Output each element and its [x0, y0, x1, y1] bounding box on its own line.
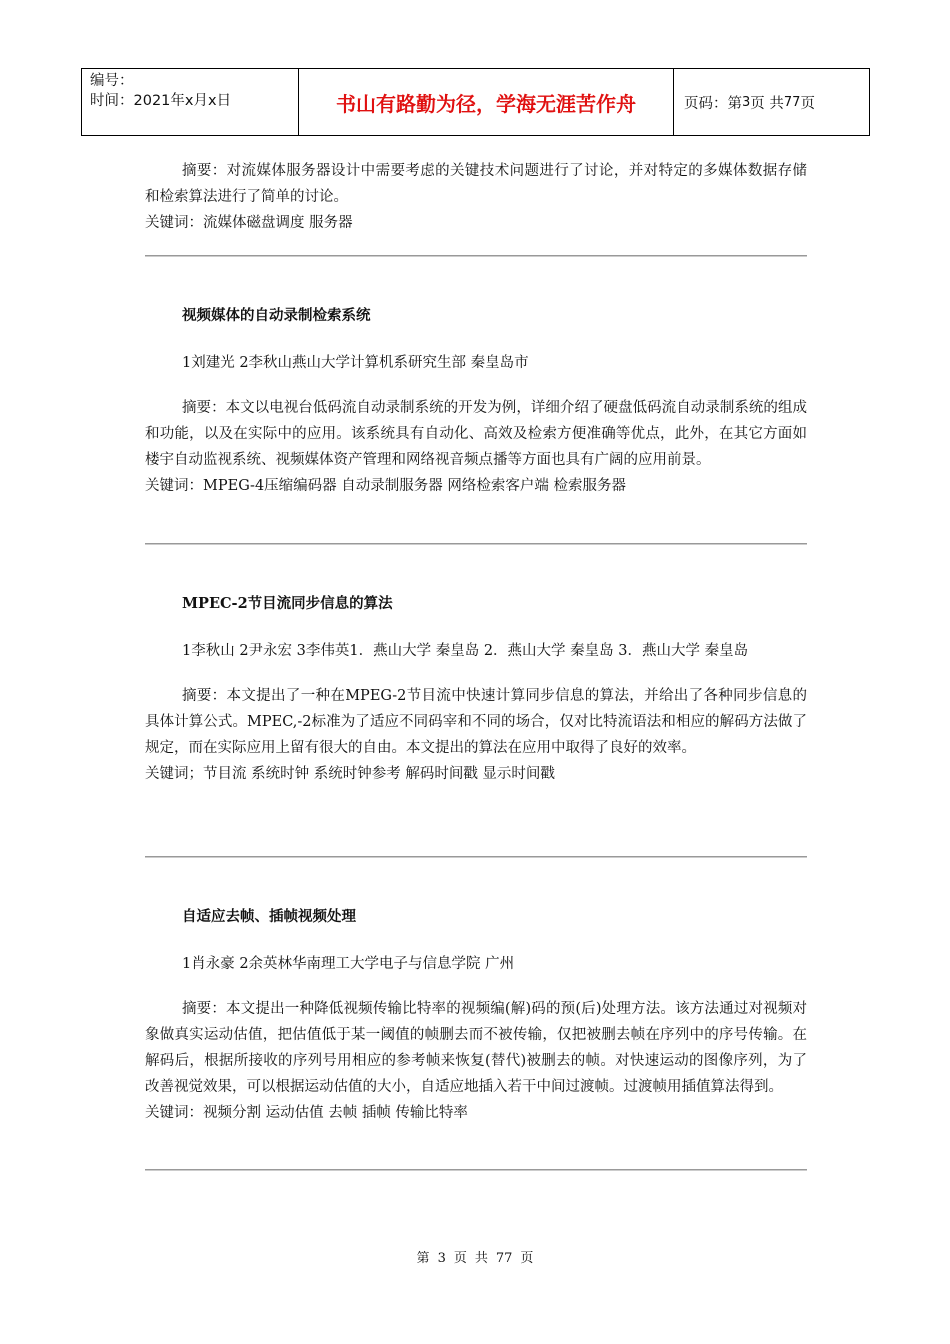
footer-di: 第 [416, 1251, 430, 1266]
entry-continued [145, 158, 807, 236]
entry-keywords: 关键词；节目流 系统时钟 系统时钟参考 解码时间戳 显示时间戳 [145, 766, 555, 782]
page-current: 3 [742, 94, 751, 110]
doc-date: 时间：2021年x月x日 [90, 93, 232, 109]
entry-authors: 1刘建光 2李秋山燕山大学计算机系研究生部 秦皇岛市 [182, 355, 529, 371]
entry-abstract: 摘要：本文以电视台低码流自动录制系统的开发为例，详细介绍了硬盘低码流自动录制系统的组成和功能，以及在实际中的应用。该系统具有自动化、高效及检索方便准确等优点，此外，在其它方面如楼宇自动监视系统、视频媒体资产管理和网络视音频点播等方面也具有广阔的应用前景。 [145, 400, 807, 468]
footer-gong: 共 [474, 1251, 488, 1266]
page-prefix: 页码：第 [684, 95, 742, 112]
page-suffix: 页 [800, 95, 815, 112]
entry-authors: 1李秋山 2尹永宏 3李伟英1．燕山大学 秦皇岛 2．燕山大学 秦皇岛 3．燕山大学 秦皇岛 [182, 643, 749, 659]
entry-1 [145, 306, 807, 499]
entry-keywords: 关键词：MPEG-4压缩编码器 自动录制服务器 网络检索客户端 检索服务器 [145, 478, 626, 494]
entry-abstract: 摘要：本文提出一种降低视频传输比特率的视频编(解)码的预(后)处理方法。该方法通过对视频对象做真实运动估值，把估值低于某一阈值的帧删去而不被传输，仅把被删去帧在序列中的序号传输。在解码后，根据所接收的序列号用相应的参考帧来恢复(替代)被删去的帧。对快速运动的图像序列，为了改善视觉效果，可以根据运动估值的大小，自适应地插入若干中间过渡帧。过渡帧用插值算法得到。 [145, 1001, 807, 1095]
footer-current: 3 [437, 1251, 446, 1266]
divider [145, 1169, 807, 1171]
entry-authors: 1肖永豪 2余英林华南理工大学电子与信息学院 广州 [182, 956, 515, 972]
entry-title: MPEC-2节目流同步信息的算法 [182, 595, 393, 612]
header-meta [82, 69, 299, 135]
divider [145, 543, 807, 545]
doc-code-label: 编号： [90, 73, 134, 89]
header-motto: 书山有路勤为径，学海无涯苦作舟 [299, 69, 674, 135]
page-footer [0, 1247, 950, 1266]
divider [145, 856, 807, 858]
entry-keywords: 关键词：流媒体磁盘调度 服务器 [145, 215, 353, 231]
page-total: 77 [783, 94, 801, 110]
divider [145, 255, 807, 257]
entry-abstract: 摘要：对流媒体服务器设计中需要考虑的关键技术问题进行了讨论，并对特定的多媒体数据存储 和检索算法进行了简单的讨论。 [145, 163, 807, 205]
entry-abstract: 摘要：本文提出了一种在MPEG-2节目流中快速计算同步信息的算法，并给出了各种同步信息的具体计算公式。MPEC,-2标准为了适应不同码宰和不同的场合，仅对比特流语法和相应的解码方法做了规定，而在实际应用上留有很大的自由。本文提出的算法在应用中取得了良好的效率。 [145, 688, 807, 756]
page-mid: 页 共 [750, 95, 784, 112]
page-header [81, 68, 870, 136]
footer-ye: 页 [453, 1251, 467, 1266]
entry-title: 自适应去帧、插帧视频处理 [182, 908, 356, 925]
entry-title: 视频媒体的自动录制检索系统 [182, 307, 371, 324]
entry-keywords: 关键词：视频分割 运动估值 去帧 插帧 传输比特率 [145, 1105, 468, 1121]
header-page-info [674, 69, 869, 135]
footer-ye: 页 [520, 1251, 534, 1266]
entry-3 [145, 907, 807, 1126]
footer-total: 77 [495, 1251, 513, 1266]
entry-2 [145, 594, 807, 787]
